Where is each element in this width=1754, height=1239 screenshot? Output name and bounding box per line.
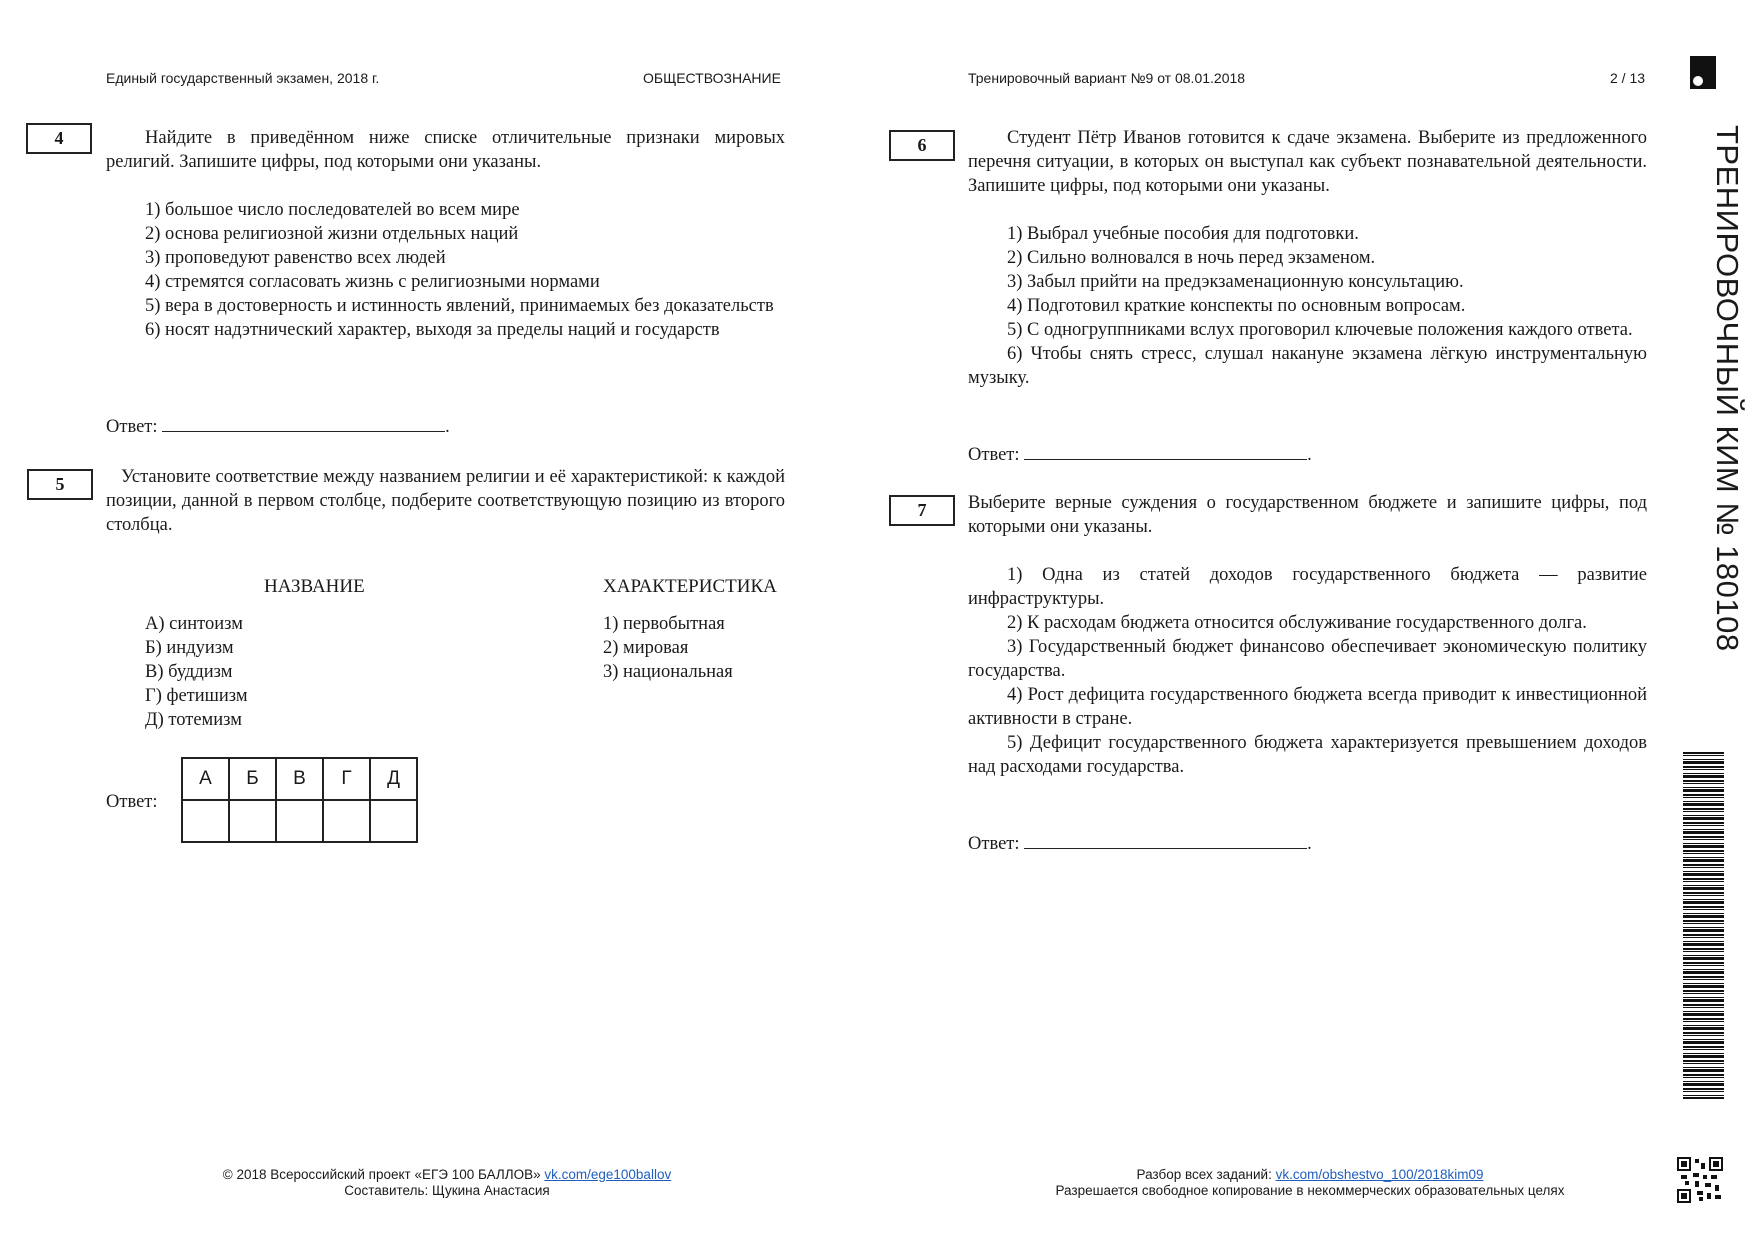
q4-option: 1) большое число последователей во всем мире [145, 200, 520, 220]
q5-right-item: 1) первобытная [603, 614, 725, 634]
q7-prompt-text: Выберите верные суждения о государственном бюджете и запишите цифры, под которыми они указаны. [968, 493, 1647, 537]
q6-option: 5) С одногруппниками вслух проговорил ключевые положения каждого ответа. [1007, 320, 1633, 340]
header-subject: ОБЩЕСТВОЗНАНИЕ [643, 70, 781, 86]
q5-answer-table-header-row [182, 758, 417, 800]
q7-prompt [968, 491, 1647, 539]
q5-left-item: Г) фетишизм [145, 686, 248, 706]
q4-option: 2) основа религиозной жизни отдельных наций [145, 224, 519, 244]
q4-answer: Ответ: . [106, 414, 450, 438]
q5-answer-table-input-row [182, 800, 417, 842]
q5-table-header-cell: Д [370, 758, 417, 800]
q7-option: 1) Одна из статей доходов государственного бюджета — развитие инфраструктуры. [968, 565, 1647, 609]
footer-author: Составитель: Щукина Анастасия [344, 1183, 550, 1198]
footer-review-line [1010, 1167, 1610, 1183]
footer-right [1010, 1167, 1610, 1199]
q4-option: 5) вера в достоверность и истинность явлений, принимаемых без доказательств [145, 296, 774, 316]
q5-right-item: 3) национальная [603, 662, 733, 682]
qr-code [1677, 1157, 1723, 1203]
header-variant-title: Тренировочный вариант №9 от 08.01.2018 [968, 70, 1246, 86]
footer-copyright: © 2018 Всероссийский проект «ЕГЭ 100 БАЛЛОВ» [222, 1167, 541, 1182]
q4-option: 3) проповедуют равенство всех людей [145, 248, 446, 268]
q5-answer-cell[interactable] [370, 800, 417, 842]
q5-table-header-cell: А [182, 758, 229, 800]
q5-answer-cell[interactable] [323, 800, 370, 842]
q5-answer-cell[interactable] [276, 800, 323, 842]
q5-right-items [603, 612, 803, 684]
q7-option: 4) Рост дефицита государственного бюджета всегда приводит к инвестиционной активности в стране. [968, 685, 1647, 729]
q5-left-header: НАЗВАНИЕ [264, 576, 365, 597]
q6-answer-label: Ответ: [968, 445, 1020, 465]
q7-answer-line[interactable] [1024, 831, 1307, 849]
q6-option: 3) Забыл прийти на предэкзаменационную консультацию. [1007, 272, 1464, 292]
q6-option: 1) Выбрал учебные пособия для подготовки. [1007, 224, 1359, 244]
q7-options [968, 563, 1647, 779]
q6-answer: Ответ: . [968, 442, 1312, 466]
q6-options [968, 222, 1647, 390]
q4-prompt [106, 126, 785, 174]
footer-left-link[interactable]: vk.com/ege100ballov [544, 1167, 672, 1182]
q5-left-item: Б) индуизм [145, 638, 234, 658]
header-exam-title: Единый государственный экзамен, 2018 г. [106, 70, 380, 86]
q4-option: 4) стремятся согласовать жизнь с религиозными нормами [145, 272, 600, 292]
q5-left-items [145, 612, 445, 732]
q4-answer-label: Ответ: [106, 417, 158, 437]
q5-left-item: Д) тотемизм [145, 710, 242, 730]
q5-number-box: 5 [27, 469, 93, 500]
q7-number-box: 7 [889, 495, 955, 526]
q6-prompt [968, 126, 1647, 198]
q6-answer-line[interactable] [1024, 442, 1307, 460]
q7-option: 2) К расходам бюджета относится обслуживание государственного долга. [1007, 613, 1587, 633]
footer-right-link[interactable]: vk.com/obshestvo_100/2018kim09 [1275, 1167, 1484, 1182]
q4-number-box: 4 [26, 123, 92, 154]
q5-answer-cell[interactable] [182, 800, 229, 842]
q5-left-item: В) буддизм [145, 662, 233, 682]
q6-option: 2) Сильно волновался в ночь перед экзаменом. [1007, 248, 1376, 268]
q6-option: 6) Чтобы снять стресс, слушал накануне экзамена лёгкую инструментальную музыку. [968, 344, 1647, 388]
q5-table-header-cell: Г [323, 758, 370, 800]
q6-option: 4) Подготовил краткие конспекты по основным вопросам. [1007, 296, 1466, 316]
q7-answer-label: Ответ: [968, 834, 1020, 854]
q5-prompt-text: Установите соответствие между названием религии и её характеристикой: к каждой позиции, данной в первом столбце, подберите соответствующую позицию из второго столбца. [106, 467, 785, 535]
q5-table-header-cell: Б [229, 758, 276, 800]
q4-prompt-text: Найдите в приведённом ниже списке отличительные признаки мировых религий. Запишите цифры, под которыми они указаны. [106, 128, 785, 172]
q5-left-item: А) синтоизм [145, 614, 243, 634]
q5-table-header-cell: В [276, 758, 323, 800]
q5-answer-cell[interactable] [229, 800, 276, 842]
q4-options [106, 198, 785, 342]
q5-right-header: ХАРАКТЕРИСТИКА [603, 576, 777, 597]
footer-review-label: Разбор всех заданий: [1136, 1167, 1272, 1182]
q7-option: 5) Дефицит государственного бюджета характеризуется превышением доходов над расходами государства. [968, 733, 1647, 777]
q6-prompt-text: Студент Пётр Иванов готовится к сдаче экзамена. Выберите из предложенного перечня ситуации, в которых он выступал как субъект познавательной деятельности. Запишите цифры, под которыми они указаны. [968, 128, 1647, 196]
q6-number-box: 6 [889, 130, 955, 161]
corner-mark [1690, 56, 1716, 89]
footer-copyright-line [160, 1167, 734, 1183]
q7-answer: Ответ: . [968, 831, 1312, 855]
q4-option: 6) носят надэтнический характер, выходя за пределы наций и государств [145, 320, 720, 340]
q4-answer-line[interactable] [162, 414, 445, 432]
q5-answer-table [181, 757, 418, 843]
header-page-number: 2 / 13 [1610, 70, 1646, 86]
corner-mark-dot [1693, 76, 1703, 86]
barcode [1683, 752, 1724, 1099]
q7-option: 3) Государственный бюджет финансово обеспечивает экономическую политику государства. [968, 637, 1647, 681]
footer-left [160, 1167, 734, 1199]
side-title [1705, 125, 1745, 695]
q5-right-item: 2) мировая [603, 638, 689, 658]
q5-prompt [106, 465, 785, 537]
side-title-text: ТРЕНИРОВОЧНЫЙ КИМ № 180108 [1710, 125, 1745, 652]
q5-answer-label: Ответ: [106, 792, 158, 812]
footer-copy-note: Разрешается свободное копирование в некоммерческих образовательных целях [1055, 1183, 1565, 1198]
